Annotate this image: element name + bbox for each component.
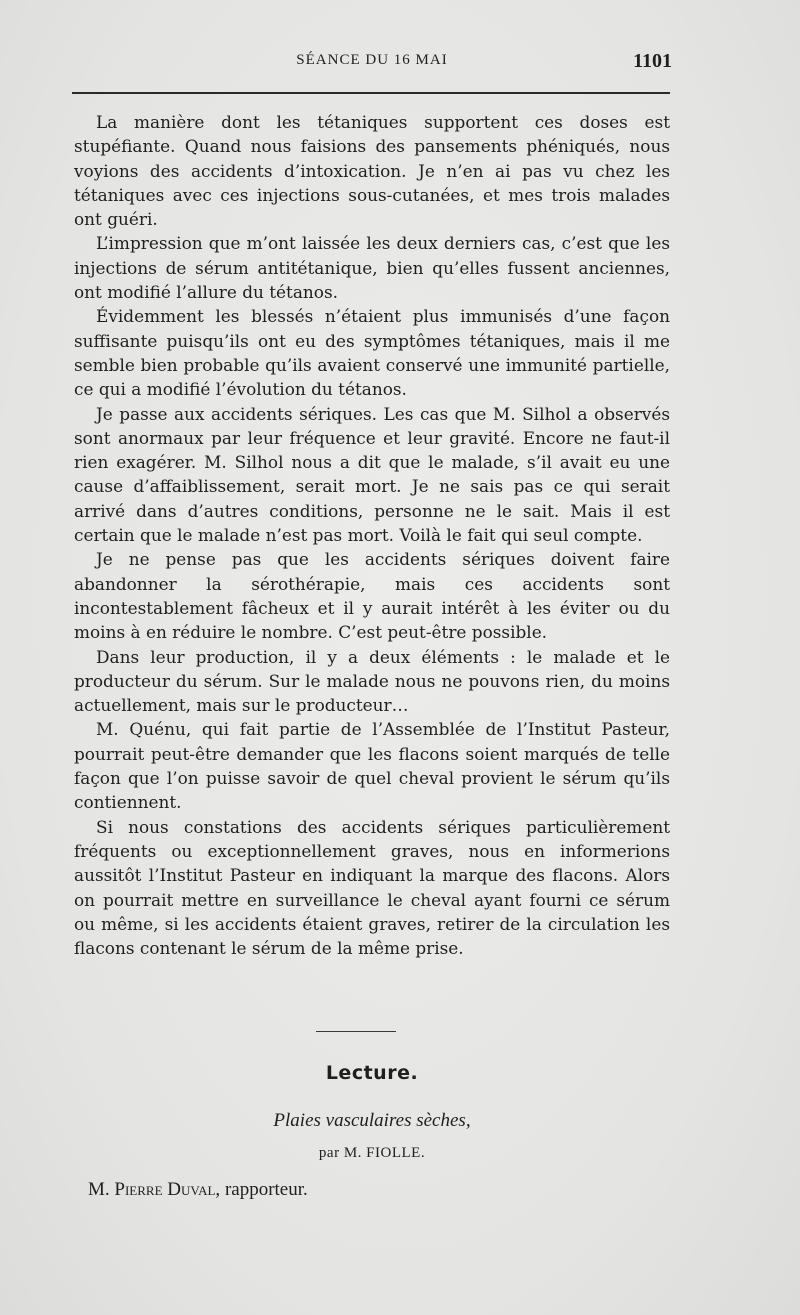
header-rule [72,92,670,94]
section-divider [316,1031,396,1032]
paragraph: L’impression que m’ont laissée les deux derniers cas, c’est que les injections de sérum antitétanique, bien qu’elles fussent anciennes, ont modifié l’allure du tétanos. [74,233,670,303]
paragraph: Je passe aux accidents sériques. Les cas que M. Silhol a observés sont anormaux par leur fréquence et leur gravité. Encore ne faut-il rien exagérer. M. Silhol nous a dit que le malade, s’il avait eu une cause d’affaiblissement, serait mort. Je ne sais pas ce qui serait arrivé dans d’autres conditions, personne ne le sait. Mais il est certain que le malade n’est pas mort. Voilà le fait qui seul compte. [74,403,670,546]
byline: par M. FIOLLE. [318,1145,426,1161]
running-title: SÉANCE DU 16 MAI [296,52,448,68]
article-title: Plaies vasculaires sèches, [273,1110,471,1131]
paragraph: Si nous constations des accidents sériques particulièrement fréquents ou exceptionnellement graves, nous en informerions aussitôt l’Institut Pasteur en indiquant la marque des flacons. Alors on pourrait mettre en surveillance le cheval ayant fourni ce sérum ou même, si les accidents étaient graves, retirer de la circulation les flacons contenant le sérum de la même prise. [74,816,670,959]
paragraph: La manière dont les tétaniques supportent ces doses est stupéfiante. Quand nous faisions des pansements phéniqués, nous voyions des accidents d’intoxication. Je n’en ai pas vu chez les tétaniques avec ces injections sous-cutanées, et mes trois malades ont guéri. [74,112,670,230]
page-number: 1101 [633,50,672,72]
section-heading: Lecture. [325,1062,419,1084]
paragraph: Évidemment les blessés n’étaient plus immunisés d’une façon suffisante puisqu’ils ont eu des symptômes tétaniques, mais il me semble bien probable qu’ils avaient conservé une immunité partielle, ce qui a modifié l’évolution du tétanos. [74,306,670,400]
body-text [74,110,670,960]
reporter-line [88,1179,308,1201]
reporter-prefix: M. [88,1179,110,1200]
paragraph: M. Quénu, qui fait partie de l’Assemblée de l’Institut Pasteur, pourrait peut-être demander que les flacons soient marqués de telle façon que l’on puisse savoir de quel cheval provient le sérum qu’ils contiennent. [74,719,670,813]
reporter-name: Pierre Duval, [114,1179,221,1200]
paragraph: Je ne pense pas que les accidents sériques doivent faire abandonner la sérothérapie, mais ces accidents sont incontestablement fâcheux et il y aurait intérêt à les éviter ou du moins à en réduire le nombre. C’est peut-être possible. [74,549,670,643]
running-head [72,50,672,76]
reporter-suffix: rapporteur. [224,1179,308,1200]
paragraph: Dans leur production, il y a deux éléments : le malade et le producteur du sérum. Sur le malade nous ne pouvons rien, du moins actuellement, mais sur le producteur… [74,646,670,716]
